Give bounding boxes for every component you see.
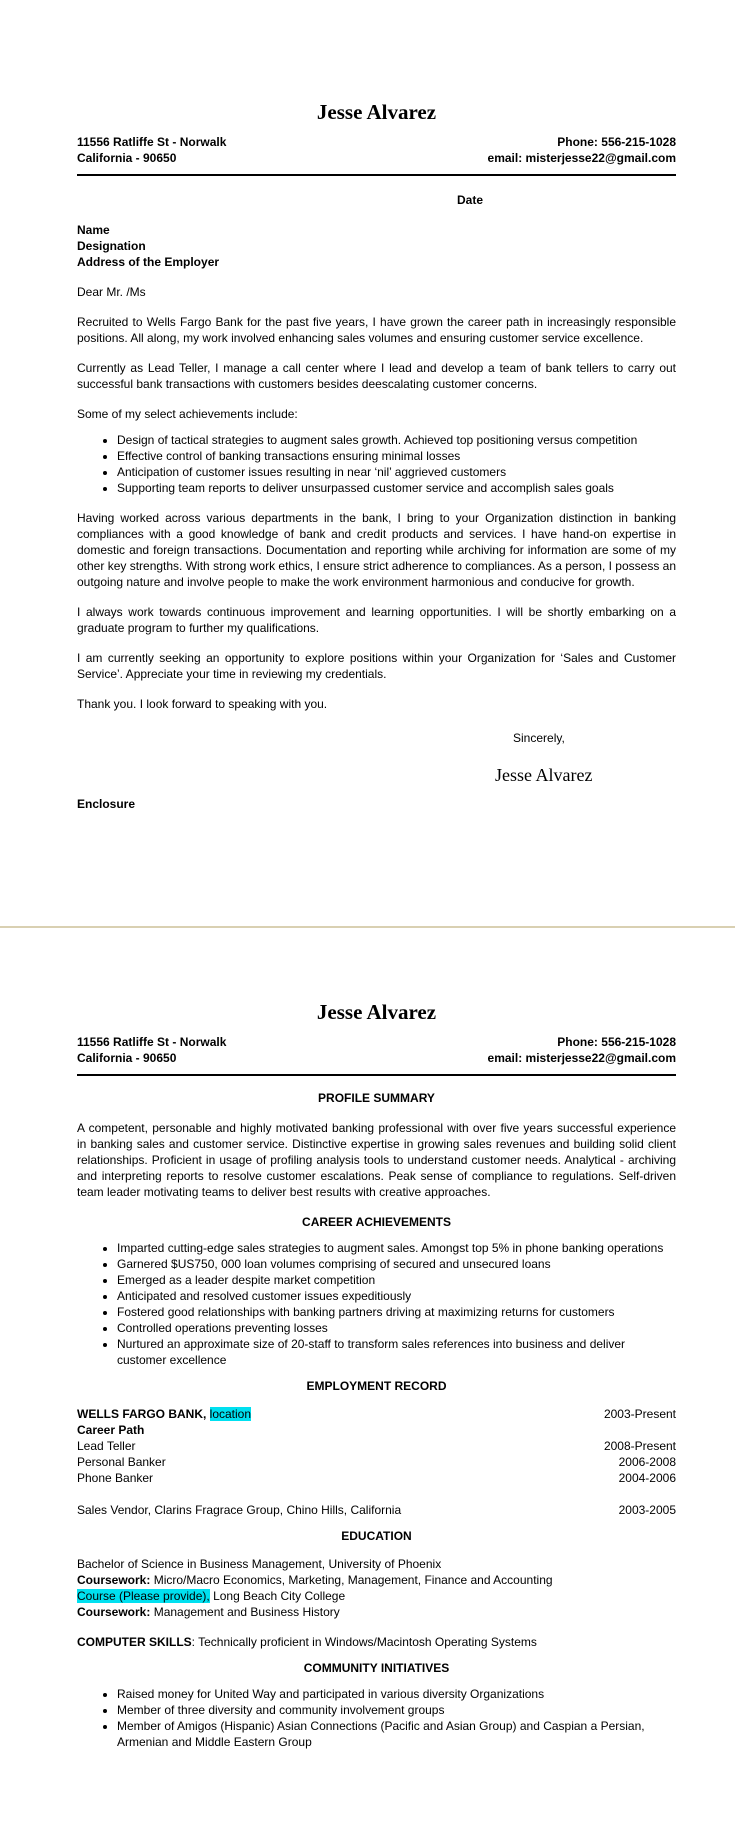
other-job-row	[77, 1502, 676, 1518]
date-label: Date	[457, 193, 484, 207]
section-heading-education: EDUCATION	[341, 1529, 412, 1543]
role-row	[77, 1470, 676, 1486]
contact-phone-email	[488, 134, 676, 166]
career-achievements-list	[77, 1240, 676, 1368]
recipient-designation: Designation	[77, 239, 146, 253]
section-heading-profile-summary: PROFILE SUMMARY	[318, 1091, 435, 1105]
course-line	[77, 1588, 676, 1604]
letter-paragraph-3: Having worked across various departments in the bank, I bring to your Organization distinction in banking compliances with a good knowledge of bank and credit products and services. I have hand-on expertise in domestic and foreign transactions. Documentation and reporting while archiving for information are some of my other key strengths. With strong work ethics, I ensure strict adherence to compliances. As a person, I possess an outgoing nature and involve people to make the work environment harmonious and conducive for growth.	[77, 511, 676, 589]
address-line-1: 11556 Ratliffe St - Norwalk	[77, 1035, 227, 1049]
other-job-title: Sales Vendor, Clarins Fragrace Group, Chino Hills, California	[77, 1503, 402, 1517]
recipient-address: Address of the Employer	[77, 255, 220, 269]
email-line: email: misterjesse22@gmail.com	[487, 151, 676, 165]
phone-line: Phone: 556-215-1028	[557, 1035, 676, 1049]
list-item: • Controlled operations preventing losses	[117, 1320, 676, 1336]
signature: Jesse Alvarez	[495, 765, 593, 785]
career-path-label: Career Path	[77, 1423, 145, 1437]
resume-page	[0, 928, 735, 1750]
employer-name: WELLS FARGO BANK,	[77, 1407, 207, 1421]
sincerely-line: Sincerely,	[513, 731, 565, 745]
list-item: • Fostered good relationships with banking partners driving at maximizing returns for customers	[117, 1304, 676, 1320]
contact-phone-email	[488, 1034, 676, 1066]
education-block	[77, 1556, 676, 1620]
role-dates: 2006-2008	[618, 1455, 676, 1469]
employer-dates: 2003-Present	[603, 1407, 676, 1421]
contact-address	[77, 134, 226, 166]
list-item: • Anticipated and resolved customer issues expeditiously	[117, 1288, 676, 1304]
salutation: Dear Mr. /Ms	[77, 285, 146, 299]
section-heading-career-achievements: CAREER ACHIEVEMENTS	[302, 1215, 451, 1229]
course-placeholder-highlight: Course (Please provide),	[77, 1589, 210, 1603]
employer-row	[77, 1406, 676, 1422]
list-item: • Emerged as a leader despite market competition	[117, 1272, 676, 1288]
computer-skills-line	[77, 1634, 676, 1650]
coursework-line-1	[77, 1572, 676, 1588]
section-heading-community-initiatives: COMMUNITY INITIATIVES	[303, 1661, 450, 1675]
letter-paragraph-2: Currently as Lead Teller, I manage a call center where I lead and develop a team of bank tellers to carry out successful bank transactions with customers besides deescalating customer concerns.	[77, 361, 676, 391]
address-line-2: California - 90650	[77, 151, 177, 165]
coursework-label: Coursework:	[77, 1605, 151, 1619]
list-item: • Member of three diversity and community involvement groups	[117, 1702, 676, 1718]
list-item: • Member of Amigos (Hispanic) Asian Connections (Pacific and Asian Group) and Caspian a Persian, Armenian and Middle Eastern Group	[117, 1718, 676, 1750]
list-item: • Supporting team reports to deliver unsurpassed customer service and accomplish sales goals	[117, 480, 676, 496]
coursework-label: Coursework:	[77, 1573, 151, 1587]
list-item: • Imparted cutting-edge sales strategies to augment sales. Amongst top 5% in phone banking operations	[117, 1240, 676, 1256]
page-title: Jesse Alvarez	[316, 1000, 437, 1024]
recipient-name: Name	[77, 223, 110, 237]
enclosure-label: Enclosure	[77, 797, 136, 811]
role-title: Lead Teller	[77, 1439, 136, 1453]
role-dates: 2004-2006	[618, 1471, 676, 1485]
employer-name-line	[77, 1406, 251, 1422]
role-title: Phone Banker	[77, 1471, 154, 1485]
page-title: Jesse Alvarez	[316, 100, 437, 124]
coursework-text: Management and Business History	[150, 1605, 340, 1619]
letter-paragraph-1: Recruited to Wells Fargo Bank for the past five years, I have grown the career path in increasingly responsible positions. All along, my work involved enhancing sales volumes and ensuring customer service excellence.	[77, 315, 676, 345]
community-initiatives-list	[77, 1686, 676, 1750]
letter-paragraph-6: Thank you. I look forward to speaking with you.	[77, 697, 328, 711]
list-item: • Effective control of banking transactions ensuring minimal losses	[117, 448, 676, 464]
profile-summary-text: A competent, personable and highly motivated banking professional with over five years successful experience in banking sales and customer service. Distinctive expertise in growing sales revenues and building solid client relationships. Proficient in usage of profiling analysis tools to understand customer needs. Analytical - archiving and interpreting reports to resolve customer escalations. Peak sense of compliance to regulations. Self-driven team leader motivating teams to deliver best results with creative approaches.	[77, 1121, 676, 1199]
role-row	[77, 1438, 676, 1454]
contact-header	[77, 1034, 676, 1066]
coursework-text: Micro/Macro Economics, Marketing, Management, Finance and Accounting	[150, 1573, 553, 1587]
contact-header	[77, 134, 676, 166]
role-dates: 2008-Present	[603, 1439, 676, 1453]
location-placeholder-highlight: location	[209, 1407, 252, 1421]
letter-paragraph-4: I always work towards continuous improvement and learning opportunities. I will be shortly embarking on a graduate program to further my qualifications.	[77, 605, 676, 635]
other-job-dates: 2003-2005	[618, 1503, 676, 1517]
address-line-1: 11556 Ratliffe St - Norwalk	[77, 135, 227, 149]
degree-line: Bachelor of Science in Business Management, University of Phoenix	[77, 1557, 442, 1571]
section-heading-employment-record: EMPLOYMENT RECORD	[306, 1379, 447, 1393]
email-line: email: misterjesse22@gmail.com	[487, 1051, 676, 1065]
contact-address	[77, 1034, 226, 1066]
header-rule	[77, 174, 676, 176]
achievements-intro: Some of my select achievements include:	[77, 407, 298, 421]
achievements-list	[77, 432, 676, 496]
list-item: • Garnered $US750, 000 loan volumes comprising of secured and unsecured loans	[117, 1256, 676, 1272]
header-rule	[77, 1074, 676, 1076]
list-item: • Nurtured an approximate size of 20-staff to transform sales references into business and deliver customer excellence	[117, 1336, 676, 1368]
employment-block	[77, 1406, 676, 1518]
coursework-line-2	[77, 1604, 676, 1620]
list-item: • Anticipation of customer issues resulting in near ‘nil’ aggrieved customers	[117, 464, 676, 480]
computer-skills-text: : Technically proficient in Windows/Macintosh Operating Systems	[191, 1635, 537, 1649]
list-item: • Raised money for United Way and participated in various diversity Organizations	[117, 1686, 676, 1702]
list-item: • Design of tactical strategies to augment sales growth. Achieved top positioning versus competition	[117, 432, 676, 448]
letter-paragraph-5: I am currently seeking an opportunity to explore positions within your Organization for ‘Sales and Customer Service’. Appreciate your time in reviewing my credentials.	[77, 651, 676, 681]
course-rest: Long Beach City College	[209, 1589, 346, 1603]
computer-skills-label: COMPUTER SKILLS	[77, 1635, 192, 1649]
role-row	[77, 1454, 676, 1470]
address-line-2: California - 90650	[77, 1051, 177, 1065]
recipient-block	[77, 222, 676, 270]
phone-line: Phone: 556-215-1028	[557, 135, 676, 149]
role-title: Personal Banker	[77, 1455, 166, 1469]
